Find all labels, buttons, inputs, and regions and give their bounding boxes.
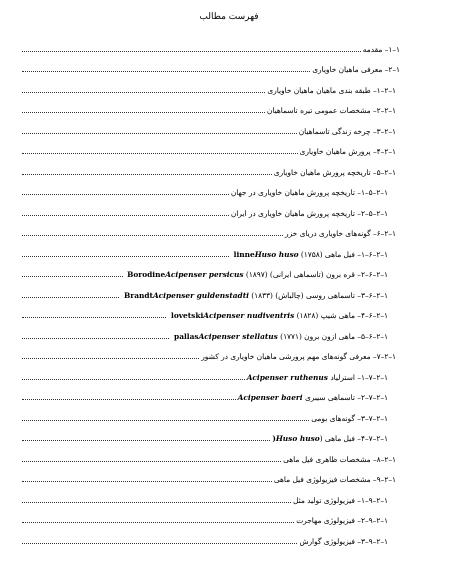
toc-entry-text: ۱–۲–۵–۱– تاریخچه پرورش ماهیان خاویاری در جهان: [230, 188, 388, 197]
toc-entry-title: [283, 229, 396, 238]
toc-entry-title: [272, 168, 396, 177]
toc-entry-latin-name: Huso huso: [254, 249, 299, 259]
dot-leader: [22, 481, 272, 482]
toc-entry-title: [298, 147, 396, 156]
dot-leader: [22, 256, 229, 257]
dot-leader: [22, 92, 265, 93]
dot-leader: [22, 194, 229, 195]
toc-entry-text: ۱–۲–۹– مشخصات فیزیولوژی فیل ماهی: [273, 475, 396, 484]
toc-entry[interactable]: [22, 238, 400, 259]
dot-leader: [22, 297, 119, 298]
toc-entry-latin-name: Acipenser ruthenus: [246, 372, 328, 382]
toc-entry-author: Borodine: [124, 270, 166, 279]
dot-leader: [22, 51, 361, 52]
toc-entry-text: ۱–۲–۶–۴– ماهی شیپ (۱۸۲۸): [294, 311, 388, 320]
toc-entry[interactable]: [22, 443, 400, 464]
toc-entry[interactable]: [22, 218, 400, 239]
dot-leader: [22, 338, 169, 339]
toc-entry-title: [297, 537, 388, 546]
toc-entry-text: ۱–۲–۷–۱– استرلیاد: [327, 372, 388, 382]
toc-entry-text: ۱–۲– معرفی ماهیان خاویاری: [312, 65, 400, 74]
toc-entry-author: pallas: [171, 331, 199, 341]
toc-entry-title: [236, 393, 388, 402]
dot-leader: [22, 174, 272, 175]
dot-leader: [22, 215, 229, 216]
toc-entry-text: ۱–۲–۹–۲– فیزیولوژی مهاجرت: [296, 516, 388, 525]
toc-entry-title: [297, 127, 396, 136]
toc-entry[interactable]: [22, 464, 400, 485]
toc-entry-text: ۱–۱– مقدمه: [362, 44, 400, 54]
toc-entry[interactable]: [22, 33, 400, 54]
dot-leader: [22, 71, 310, 72]
toc-entry-title: [265, 106, 396, 115]
dot-leader: [22, 543, 297, 544]
dot-leader: [22, 502, 291, 503]
toc-entry-title: [281, 455, 396, 464]
toc-entry-author: Brandt: [121, 290, 153, 300]
toc-entry[interactable]: [22, 95, 400, 116]
toc-entry[interactable]: [22, 300, 400, 321]
toc-entry[interactable]: [22, 423, 400, 444]
toc-entry-text: ۱–۲–۶–۵– ماهی ازون برون (۱۷۷۱): [277, 331, 388, 341]
toc-entry-title: [123, 270, 388, 279]
dot-leader: [22, 440, 270, 441]
toc-entry[interactable]: [22, 525, 400, 546]
toc-entry[interactable]: [22, 197, 400, 218]
toc-entry-text: ۱–۲–۵– تاریخچه پرورش ماهیان خاویاری: [273, 167, 396, 177]
toc-entry-latin-name: Huso huso: [275, 434, 320, 443]
toc-entry-title: [229, 250, 388, 259]
dot-leader: [22, 399, 236, 400]
toc-entry-text: ۱–۲–۶–۳– تاسماهی روسی (چالباش) (۱۸۳۳): [248, 290, 388, 300]
toc-entry-text: ۱–۲–۶– گونه‌های خاویاری دریای خزر: [285, 229, 396, 238]
toc-entry[interactable]: [22, 115, 400, 136]
toc-entry[interactable]: [22, 54, 400, 75]
dot-leader: [22, 522, 294, 523]
toc-entry[interactable]: [22, 279, 400, 300]
toc-entry[interactable]: [22, 402, 400, 423]
toc-entry-text: ۱–۲–۱– طبقه بندی ماهیان ماهیان خاویاری: [267, 85, 396, 95]
toc-entry[interactable]: [22, 156, 400, 177]
toc-entry-title: [272, 475, 396, 484]
toc-entry-title: [294, 516, 388, 525]
dot-leader: [22, 235, 283, 236]
table-of-contents: [22, 33, 400, 546]
dot-leader: [22, 358, 199, 359]
toc-entry-text: ۱–۲–۹–۳– فیزیولوژی گوارش: [299, 536, 388, 546]
dot-leader: [22, 112, 265, 113]
toc-entry-latin-name: Acipenser guldenstadti: [152, 290, 249, 300]
toc-entry-text: ۱–۲–۲– مشخصات عمومی تیره تاسماهیان: [266, 106, 396, 115]
toc-entry-latin-name: Acipenser stellatus: [198, 331, 278, 341]
toc-entry-text: ۱–۲–۶–۱– فیل ماهی (۱۷۵۸): [298, 249, 388, 259]
toc-entry-title: [229, 209, 388, 218]
toc-entry-text: ۱–۲–۴– پرورش ماهیان خاویاری: [299, 147, 396, 156]
dot-leader: [22, 379, 245, 380]
toc-entry-title: [229, 188, 388, 197]
dot-leader: [22, 153, 298, 154]
toc-entry[interactable]: [22, 177, 400, 198]
toc-entry-author: lovetski: [168, 311, 204, 320]
toc-entry-title: [310, 65, 400, 74]
toc-entry-text: ۱–۲–۷–۲– تاسماهی سیبری: [302, 393, 388, 402]
toc-entry-text: ۱–۲–۷–۳– گونه‌های بومی: [311, 413, 388, 423]
toc-entry-title: [169, 332, 388, 341]
toc-entry-title: [270, 434, 388, 443]
page-title: فهرست مطالب: [199, 12, 259, 22]
toc-entry-title: [265, 86, 396, 95]
toc-entry-title: [199, 352, 396, 361]
toc-entry-title: [291, 496, 388, 505]
toc-entry-text: ۱–۲–۷–۴– فیل ماهی (: [319, 434, 388, 443]
toc-entry[interactable]: [22, 320, 400, 341]
toc-entry-author: linne: [231, 249, 255, 259]
toc-entry-text: ۱–۲–۹–۱– فیزیولوژی تولید مثل: [293, 495, 388, 505]
toc-entry[interactable]: [22, 259, 400, 280]
dot-leader: [22, 461, 281, 462]
toc-entry[interactable]: [22, 136, 400, 157]
toc-entry-latin-name: Acipenser nudiventris: [203, 311, 295, 320]
toc-entry-title: [361, 45, 400, 54]
dot-leader: [22, 133, 297, 134]
toc-entry-text: ۱–۲–۵–۲– تاریخچه پرورش ماهیان خاویاری در ایران: [230, 208, 388, 218]
toc-entry-title: [309, 414, 388, 423]
toc-entry-text: ۱–۲–۶–۲– قره برون (تاسماهی ایرانی) (۱۸۹۷): [243, 270, 388, 279]
toc-entry-latin-name: Acipenser baeri: [237, 393, 303, 402]
dot-leader: [22, 317, 166, 318]
toc-entry[interactable]: [22, 382, 400, 403]
toc-entry-title: [166, 311, 388, 320]
toc-entry-title: [245, 373, 388, 382]
toc-entry[interactable]: [22, 505, 400, 526]
dot-leader: [22, 276, 123, 277]
toc-entry-title: [119, 291, 388, 300]
toc-entry-text: ۱–۲–۷– معرفی گونه‌های مهم پرورشی ماهیان خاویاری در کشور: [201, 352, 396, 361]
toc-entry-author: ): [272, 434, 276, 443]
toc-entry[interactable]: [22, 484, 400, 505]
toc-entry[interactable]: [22, 361, 400, 382]
dot-leader: [22, 420, 309, 421]
toc-entry-text: ۱–۲–۸– مشخصات ظاهری فیل ماهی: [283, 454, 396, 464]
toc-entry[interactable]: [22, 341, 400, 362]
toc-entry-text: ۱–۲–۳– چرخه زندگی تاسماهیان: [298, 126, 396, 136]
toc-entry-latin-name: Acipenser persicus: [165, 270, 244, 279]
toc-entry[interactable]: [22, 74, 400, 95]
